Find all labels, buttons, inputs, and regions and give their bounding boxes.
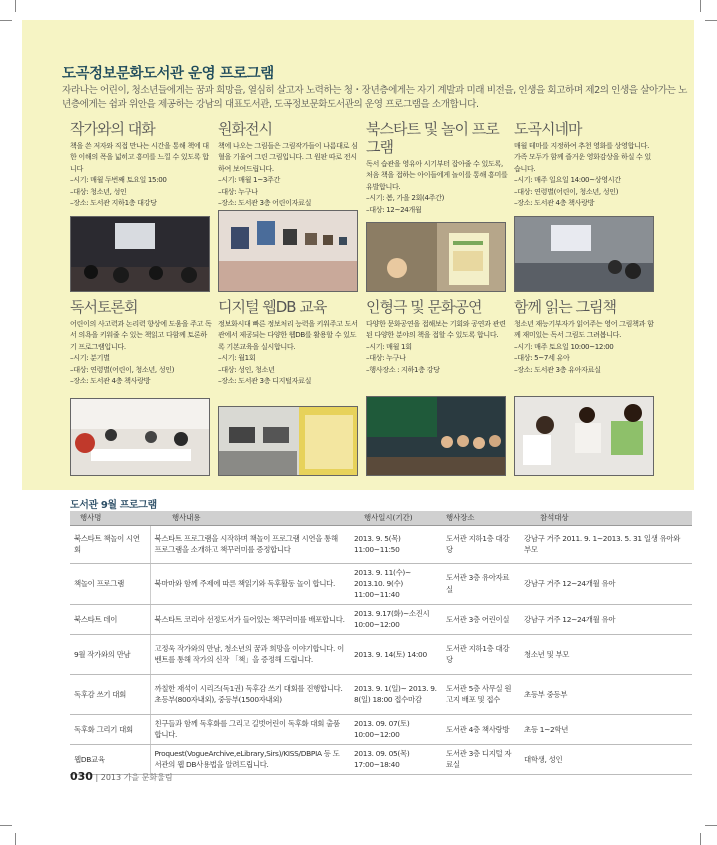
program-detail: –장소: 도서관 3층 디지털자료실	[218, 376, 312, 386]
photo-puppet-show	[366, 396, 506, 476]
table-row	[70, 674, 692, 714]
program-detail: –대상: 성인, 청소년	[218, 364, 275, 374]
issue-label: | 2013 가을 문화울림	[95, 773, 173, 782]
program-detail: –대상: 연령별(어린이, 청소년, 성인)	[70, 364, 175, 374]
crop-mark	[0, 825, 12, 826]
table-cell: 강남구 거주 12~24개월 유아	[520, 604, 692, 634]
program-desc: 다양한 문화공연을 접해보는 기회와 공연과 관련된 다양한 분야의 책을 접할 수 있도록 합니다.	[366, 319, 506, 340]
program-puppet-show	[366, 298, 508, 375]
table-row	[70, 563, 692, 604]
program-title: 디지털 웹DB 교육	[218, 298, 327, 316]
table-header: 행사명	[70, 511, 150, 525]
table-cell: 까칠한 재석이 시리즈(독1권) 독후감 쓰기 대회를 진행합니다. 초등부(800자내외), 중등부(1500자내외)	[150, 674, 350, 714]
intro-text: 자라나는 어린이, 청소년들에게는 꿈과 희망을, 열심히 살고자 노력하는 청・장년층에게는 자기 계발과 미래 비전을, 인생을 회고하며 제2의 인생을 살아가는 노년층에게는 쉼과 위안을 제공하는 강남의 대표도서관, 도곡정보문화도서관의 운영 프로그램을 소개합니다.	[62, 85, 687, 110]
table-cell: 북스타트 프로그램을 시작하며 책놀이 프로그램 시연을 통해 프로그램을 소개하고 책꾸러미를 증정합니다	[150, 525, 350, 563]
table-cell: 2013. 9. 1(일)~ 2013. 9. 8(일) 18:00 접수마감	[350, 674, 442, 714]
program-title: 원화전시	[218, 120, 272, 138]
table-cell: 도서관 3층 유아자료실	[442, 563, 520, 604]
program-detail: –장소: 도서관 3층 어린이자료실	[218, 198, 312, 208]
table-cell: 친구들과 함께 독후화를 그리고 길벗어린이 독후화 대회 출품합니다.	[150, 714, 350, 744]
table-cell: Proquest(VogueArchive,eLibrary,Sirs)/KISS/DBPIA 등 도서관의 웹 DB사용법을 알려드립니다.	[150, 744, 350, 774]
program-author-talk	[70, 120, 212, 208]
table-cell: 북마마와 함께 주제에 따른 책읽기와 독후활동 놀이 합니다.	[150, 563, 350, 604]
photo-reading-debate	[70, 398, 210, 476]
program-detail: –대상: 누구나	[218, 186, 258, 196]
program-detail: –장소: 도서관 지하1층 대강당	[70, 198, 157, 208]
photo-art-exhibition	[218, 210, 358, 292]
program-desc: 책을 쓴 저자와 직접 만나는 시간을 통해 책에 대한 이해의 폭을 넓히고 흥미를 느낄 수 있도록 합니다	[70, 141, 209, 173]
page-footer	[70, 770, 173, 783]
table-header: 행사일시(기간)	[350, 511, 442, 525]
program-title: 작가와의 대화	[70, 120, 155, 138]
program-detail: –시기: 매주 토요일 10:00~12:00	[514, 341, 614, 351]
program-detail: –장소: 도서관 4층 책사랑방	[514, 198, 595, 208]
table-cell: 초등 1~2학년	[520, 714, 692, 744]
table-cell: 북스타트 데이	[70, 604, 150, 634]
program-detail: –시기: 매주 일요일 14:00~상영시간	[514, 175, 621, 185]
table-cell: 북스타트 책놀이 시연회	[70, 525, 150, 563]
table-header-row	[70, 511, 692, 525]
program-detail: –시기: 봄, 가을 2회(4주간)	[366, 193, 445, 203]
program-detail: –대상: 누구나	[366, 353, 406, 363]
crop-mark	[705, 825, 717, 826]
program-detail: –장소: 도서관 4층 책사랑방	[70, 376, 151, 386]
table-cell: 북스타트 코리아 선정도서가 들어있는 책꾸러미를 배포합니다.	[150, 604, 350, 634]
table-cell: 강남구 거주 2011. 9. 1~2013. 5. 31 일생 유아와 부모	[520, 525, 692, 563]
table-cell: 고정욱 작가와의 만남, 청소년의 꿈과 희망을 이야기합니다. 이벤트를 통해 작가의 신작 「책」을 증정해 드립니다.	[150, 634, 350, 674]
table-cell: 독후화 그리기 대회	[70, 714, 150, 744]
program-title: 도곡시네마	[514, 120, 582, 138]
program-detail: –행사장소 : 지하1층 강당	[366, 364, 440, 374]
program-desc: 청소년 재능기부자가 읽어주는 영어 그림책과 함께 재미있는 독서 그림도 그려봅니다.	[514, 319, 654, 340]
program-title: 인형극 및 문화공연	[366, 298, 482, 316]
program-bookstart	[366, 120, 508, 215]
table-cell: 2013. 09. 07(토) 10:00~12:00	[350, 714, 442, 744]
table-cell: 독후감 쓰기 대회	[70, 674, 150, 714]
page-title: 도곡정보문화도서관 운영 프로그램	[62, 66, 274, 82]
page-number: 030	[70, 770, 93, 783]
program-detail: –시기: 분기별	[70, 353, 110, 363]
program-web-db	[218, 298, 360, 386]
program-detail: –시기: 매월 1회	[366, 341, 412, 351]
program-detail: –시기: 매월 1~3주간	[218, 175, 280, 185]
table-cell: 대학생, 성인	[520, 744, 692, 774]
table-row	[70, 604, 692, 634]
table-cell: 초등부 중등부	[520, 674, 692, 714]
table-cell: 책놀이 프로그램	[70, 563, 150, 604]
program-detail: –시기: 월1회	[218, 353, 256, 363]
photo-bookstart	[366, 222, 506, 292]
program-title: 북스타트 및 놀이 프로그램	[366, 120, 499, 156]
table-row	[70, 634, 692, 674]
photo-cinema	[514, 216, 654, 292]
table-cell: 강남구 거주 12~24개월 유아	[520, 563, 692, 604]
table-cell: 9월 작가와의 만남	[70, 634, 150, 674]
table-cell: 2013. 09. 05(목) 17:00~18:40	[350, 744, 442, 774]
program-desc: 어린이의 사고력과 논리력 향상에 도움을 주고 독서 의욕을 키워줄 수 있는 책읽고 다함께 토론하기 프로그램입니다.	[70, 319, 212, 351]
table-cell: 도서관 3층 어린이실	[442, 604, 520, 634]
table-cell: 2013. 9.17(화)~소진시 10:00~12:00	[350, 604, 442, 634]
table-row	[70, 714, 692, 744]
table-cell: 도서관 지하1층 대강당	[442, 634, 520, 674]
program-desc: 독서 습관을 영유아 시기부터 잡아줄 수 있도록, 처음 책을 접하는 아이들에게 놀이를 통해 흥미를 유발합니다.	[366, 159, 508, 191]
program-detail: –시기: 매월 두번째 토요일 15:00	[70, 175, 167, 185]
table-cell: 도서관 지하1층 대강당	[442, 525, 520, 563]
crop-mark	[700, 0, 701, 12]
photo-web-db	[218, 406, 358, 476]
program-detail: –대상: 5~7세 유아	[514, 353, 570, 363]
program-detail: –대상: 12~24개월	[366, 204, 422, 214]
table-header: 행사내용	[150, 511, 350, 525]
table-cell: 2013. 9. 11(수)~ 2013.10. 9(수) 11:00~11:40	[350, 563, 442, 604]
program-title: 독서토론회	[70, 298, 138, 316]
program-desc: 매월 테마를 지정하여 추천 영화를 상영합니다. 가족 모두가 함께 즐거운 영화감상을 하실 수 있습니다.	[514, 141, 651, 173]
program-detail: –장소: 도서관 3층 유아자료실	[514, 364, 601, 374]
program-title: 함께 읽는 그림책	[514, 298, 616, 316]
program-picture-book	[514, 298, 656, 375]
table-row	[70, 525, 692, 563]
table-header: 행사장소	[442, 511, 520, 525]
table-cell: 도서관 5층 사무실 원고지 배포 및 접수	[442, 674, 520, 714]
table-header: 참석대상	[520, 511, 692, 525]
crop-mark	[700, 833, 701, 845]
program-desc: 정보화시대 빠른 정보처리 능력을 키워주고 도서관에서 제공되는 다양한 웹DB를 활용할 수 있도록 기본교육을 실시합니다.	[218, 319, 358, 351]
table-cell: 2013. 9. 14(토) 14:00	[350, 634, 442, 674]
program-detail: –대상: 청소년, 성인	[70, 186, 127, 196]
table-cell: 도서관 4층 책사랑방	[442, 714, 520, 744]
program-reading-debate	[70, 298, 212, 386]
program-art-exhibition	[218, 120, 360, 208]
table-cell: 도서관 3층 디지털 자료실	[442, 744, 520, 774]
photo-author-talk	[70, 216, 210, 292]
schedule-table	[70, 511, 692, 775]
table-cell: 웹DB교육	[70, 744, 150, 774]
crop-mark	[0, 20, 12, 21]
program-cinema	[514, 120, 656, 208]
table-cell: 2013. 9. 5(목) 11:00~11:50	[350, 525, 442, 563]
table-cell: 청소년 및 부모	[520, 634, 692, 674]
crop-mark	[15, 833, 16, 845]
photo-picture-book	[514, 396, 654, 476]
program-desc: 책에 나오는 그림들은 그림작가들이 나름대로 심혈을 기울여 그린 그림입니다. 그 원판 따로 전시하여 보여드립니다.	[218, 141, 358, 173]
schedule-title: 도서관 9월 프로그램	[70, 500, 157, 511]
crop-mark	[705, 20, 717, 21]
crop-mark	[15, 0, 16, 12]
program-detail: –대상: 연령별(어린이, 청소년, 성인)	[514, 186, 619, 196]
